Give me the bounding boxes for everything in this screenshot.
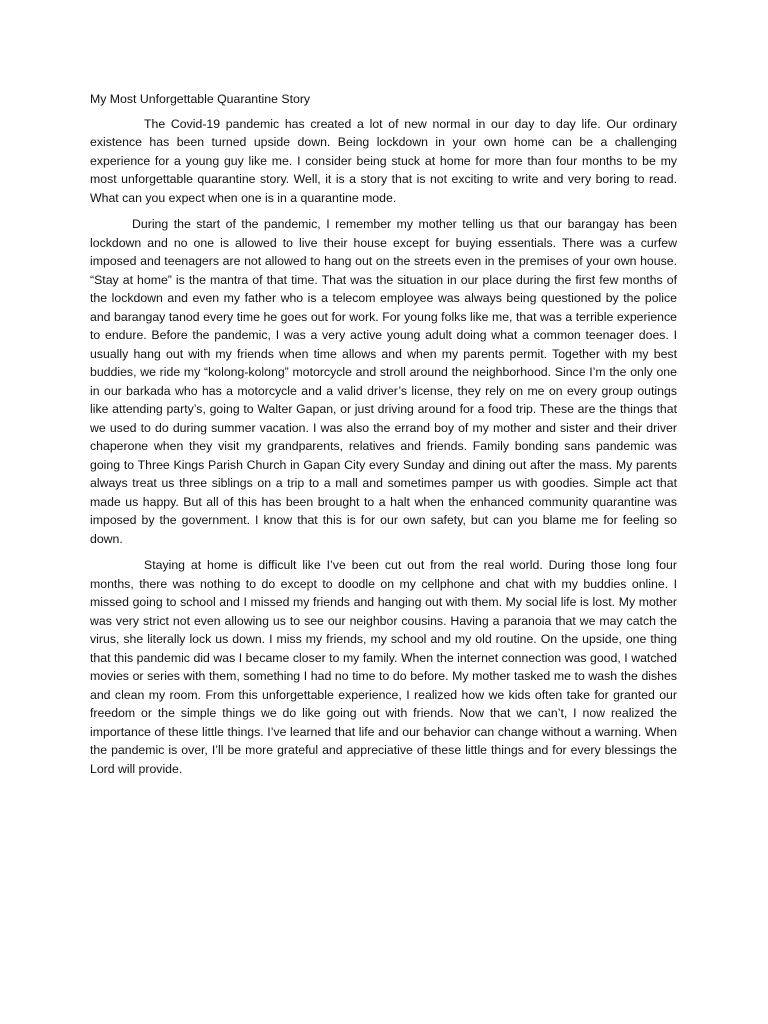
paragraph-3: Staying at home is difficult like I’ve been cut out from the real world. During those long four months, there was nothing to do except to doodle on my cellphone and chat with my buddies online. I missed going to school and I missed my friends and hanging out with them. My social life is lost. My mother was very strict not even allowing us to see our neighbor cousins. Having a paranoia that we may catch the virus, she literally lock us down. I miss my friends, my school and my old routine. On the upside, one thing that this pandemic did was I became closer to my family. When the internet connection was good, I watched movies or series with them, something I had no time to do before. My mother tasked me to wash the dishes and clean my room. From this unforgettable experience, I realized how we kids often take for granted our freedom or the simple things we do like going out with friends. Now that we can’t, I now realized the importance of these little things. I’ve learned that life and our behavior can change without a warning. When the pandemic is over, I’ll be more grateful and appreciative of these little things and for every blessings the Lord will provide. (90, 558, 677, 776)
document-page (90, 90, 677, 786)
paragraph-2: During the start of the pandemic, I remember my mother telling us that our barangay has been lockdown and no one is allowed to live their house except for buying essentials. There was a curfew imposed and teenagers are not allowed to hang out on the streets even in the premises of your own house. “Stay at home” is the mantra of that time. That was the situation in our place during the first few months of the lockdown and even my father who is a telecom employee was always being questioned by the police and barangay tanod every time he goes out for work. For young folks like me, that was a terrible experience to endure. Before the pandemic, I was a very active young adult doing what a common teenager does. I usually hang out with my friends when time allows and when my parents permit. Together with my best buddies, we ride my “kolong-kolong” motorcycle and stroll around the neighborhood. Since I’m the only one in our barkada who has a motorcycle and a valid driver’s license, they rely on me on every group outings like attending party’s, going to Walter Gapan, or just driving around for a food trip. These are the things that we used to do during summer vacation. I was also the errand boy of my mother and sister and their driver chaperone when they visit my grandparents, relatives and friends. Family bonding sans pandemic was going to Three Kings Parish Church in Gapan City every Sunday and dining out after the mass. My parents always treat us three siblings on a trip to a mall and sometimes pamper us with goodies. Simple act that made us happy. But all of this has been brought to a halt when the enhanced community quarantine was imposed by the government. I know that this is for our own safety, but can you blame me for feeling so down. (90, 217, 677, 546)
paragraph-1: The Covid-19 pandemic has created a lot of new normal in our day to day life. Our ordinary existence has been turned upside down. Being lockdown in your own home can be a challenging experience for a young guy like me. I consider being stuck at home for more than four months to be my most unforgettable quarantine story. Well, it is a story that is not exciting to write and very boring to read. What can you expect when one is in a quarantine mode. (90, 116, 677, 205)
document-title: My Most Unforgettable Quarantine Story (90, 92, 311, 106)
